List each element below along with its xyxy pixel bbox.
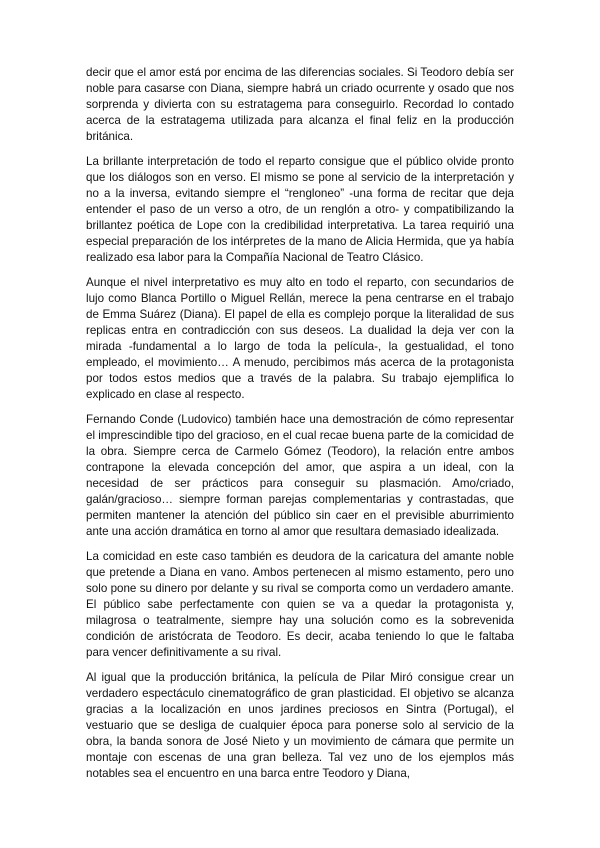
paragraph-3: Aunque el nivel interpretativo es muy alto en todo el reparto, con secundarios de lujo como Blanca Portillo o Miguel Rellán, merece la pena centrarse en el trabajo de Emma Suárez (Diana). El papel de ella es complejo porque la literalidad de sus replicas entra en contradicción con sus deseos. La dualidad la deja ver con la mirada -fundamental a lo largo de toda la película-, la gestualidad, el tono empleado, el movimiento… A menudo, percibimos más acerca de la protagonista por todos estos medios que a través de la palabra. Su trabajo ejemplifica lo explicado en clase al respecto. bbox=[86, 276, 514, 401]
paragraph-1: decir que el amor está por encima de las diferencias sociales. Si Teodoro debía ser noble para casarse con Diana, siempre habrá un criado ocurrente y osado que nos sorprenda y divierta con su estratagema para conseguirlo. Recordad lo contado acerca de la estratagema utilizada para alcanza el final feliz en la producción británica. bbox=[86, 66, 514, 143]
paragraph-5: La comicidad en este caso también es deudora de la caricatura del amante noble que pretende a Diana en vano. Ambos pertenecen al mismo estamento, pero uno solo pone su dinero por delante y su rival se comporta como un verdadero amante. El público sabe perfectamente con quien se va a quedar la protagonista y, milagrosa o teatralmente, siempre hay una solución como es la sobrevenida condición de aristócrata de Teodoro. Es decir, acaba teniendo lo que le faltaba para vencer definitivamente a su rival. bbox=[86, 550, 514, 659]
paragraph-6: Al igual que la producción británica, la película de Pilar Miró consigue crear un verdadero espectáculo cinematográfico de gran plasticidad. El objetivo se alcanza gracias a la localización en unos jardines preciosos en Sintra (Portugal), el vestuario que se desliga de cualquier época para ponerse solo al servicio de la obra, la banda sonora de José Nieto y un movimiento de cámara que permite un montaje con escenas de una gran belleza. Tal vez uno de los ejemplos más notables sea el encuentro en una barca entre Teodoro y Diana, bbox=[86, 671, 514, 780]
paragraph-2: La brillante interpretación de todo el reparto consigue que el público olvide pronto que los diálogos son en verso. El mismo se pone al servicio de la interpretación y no a la inversa, evitando siempre el “rengloneo” -una forma de recitar que deja entender el paso de un verso a otro, de un renglón a otro- y compatibilizando la brillantez poética de Lope con la credibilidad interpretativa. La tarea requirió una especial preparación de los intérpretes de la mano de Alicia Hermida, que ya había realizado esa labor para la Compañía Nacional de Teatro Clásico. bbox=[86, 155, 514, 264]
document-body bbox=[86, 65, 514, 791]
paragraph-4: Fernando Conde (Ludovico) también hace una demostración de cómo representar el imprescindible tipo del gracioso, en el cual recae buena parte de la comicidad de la obra. Siempre cerca de Carmelo Gómez (Teodoro), la relación entre ambos contrapone la elevada concepción del amor, que aspira a un ideal, con la necesidad de ser prácticos para conseguir su plasmación. Amo/criado, galán/gracioso… siempre forman parejas complementarias y contrastadas, que permiten mantener la atención del público sin caer en el previsible aburrimiento ante una acción dramática en torno al amor que resultara demasiado idealizada. bbox=[86, 413, 514, 538]
